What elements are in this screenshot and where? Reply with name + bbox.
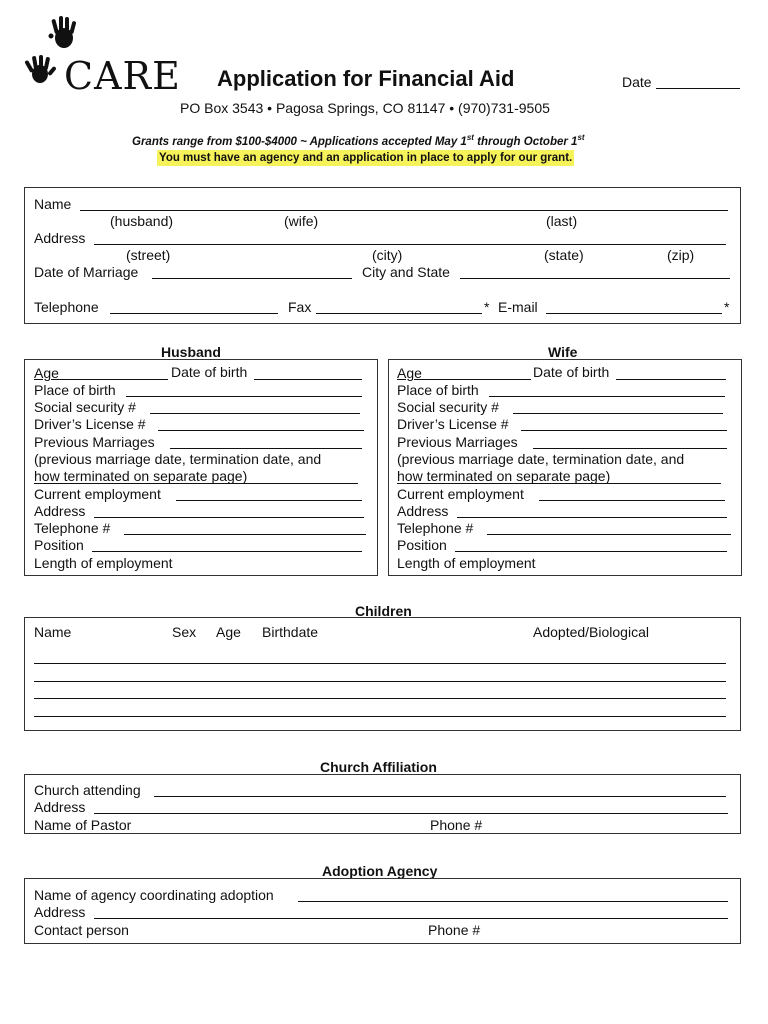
email-field[interactable]	[546, 301, 722, 314]
wife-note-1: (previous marriage date, termination date, and	[397, 451, 685, 467]
husband-prev-field[interactable]	[170, 436, 362, 449]
wife-address-field[interactable]	[457, 505, 727, 518]
children-row-line[interactable]	[34, 716, 726, 717]
wife-license-label: Driver’s License #	[397, 416, 509, 432]
form-title: Application for Financial Aid	[217, 66, 515, 91]
husband-address-label: Address	[34, 503, 86, 519]
wife-note-2: how terminated on separate page)	[397, 468, 611, 484]
children-col-adopted: Adopted/Biological	[533, 624, 649, 640]
husband-ssn-field[interactable]	[150, 401, 360, 414]
email-asterisk: *	[724, 299, 730, 315]
street-caption: (street)	[126, 247, 171, 263]
wife-dob-label: Date of birth	[533, 364, 610, 380]
city-caption: (city)	[372, 247, 403, 263]
church-phone-label: Phone #	[430, 817, 483, 833]
husband-license-field[interactable]	[158, 418, 364, 431]
date-field[interactable]	[656, 76, 740, 89]
wife-employment-field[interactable]	[539, 488, 725, 501]
wife-pob-field[interactable]	[489, 384, 725, 397]
husband-prev-label: Previous Marriages	[34, 434, 155, 450]
wife-address-label: Address	[397, 503, 449, 519]
wife-prev-label: Previous Marriages	[397, 434, 518, 450]
husband-dob-label: Date of birth	[171, 364, 248, 380]
agency-name-field[interactable]	[298, 889, 728, 902]
agency-heading: Adoption Agency	[322, 863, 438, 879]
grants-text-b: through October 1	[473, 136, 578, 148]
telephone-label: Telephone	[34, 299, 99, 315]
address-label: Address	[34, 230, 86, 246]
church-heading: Church Affiliation	[320, 759, 437, 775]
husband-address-field[interactable]	[94, 505, 364, 518]
church-address-field[interactable]	[94, 801, 728, 814]
wife-length-label: Length of employment	[397, 555, 536, 571]
husband-note-field[interactable]	[34, 471, 358, 484]
wife-prev-field[interactable]	[533, 436, 727, 449]
grants-line	[132, 134, 585, 150]
husband-pob-field[interactable]	[126, 384, 362, 397]
husband-ssn-label: Social security #	[34, 399, 136, 415]
agency-address-label: Address	[34, 904, 86, 920]
wife-age-field[interactable]	[421, 367, 531, 380]
church-attending-label: Church attending	[34, 782, 141, 798]
children-row-line[interactable]	[34, 681, 726, 682]
name-field[interactable]	[80, 198, 728, 211]
wife-note-field[interactable]	[397, 471, 721, 484]
husband-position-label: Position	[34, 537, 84, 553]
husband-position-field[interactable]	[92, 539, 362, 552]
husband-length-label: Length of employment	[34, 555, 173, 571]
husband-telephone-label: Telephone #	[34, 520, 111, 536]
date-label: Date	[622, 74, 652, 90]
logo	[22, 14, 182, 104]
wife-caption: (wife)	[284, 213, 319, 229]
fax-label: Fax	[288, 299, 312, 315]
state-caption: (state)	[544, 247, 584, 263]
husband-caption: (husband)	[110, 213, 174, 229]
wife-heading: Wife	[548, 344, 578, 360]
wife-pob-label: Place of birth	[397, 382, 479, 398]
children-row-line[interactable]	[34, 663, 726, 664]
church-address-label: Address	[34, 799, 86, 815]
husband-heading: Husband	[161, 344, 221, 360]
city-state-label: City and State	[362, 264, 450, 280]
pastor-label: Name of Pastor	[34, 817, 132, 833]
children-heading: Children	[355, 603, 412, 619]
wife-age-label: Age	[397, 365, 422, 381]
grants-text-a: Grants range from $100-$4000 ~ Applications accepted May 1	[132, 136, 467, 148]
wife-dob-field[interactable]	[616, 367, 726, 380]
agency-phone-label: Phone #	[428, 922, 481, 938]
church-attending-field[interactable]	[154, 784, 726, 797]
name-label: Name	[34, 196, 72, 212]
agency-address-field[interactable]	[94, 906, 728, 919]
zip-caption: (zip)	[667, 247, 695, 263]
hand-print-icon	[46, 14, 80, 50]
husband-age-field[interactable]	[58, 367, 168, 380]
children-col-birthdate: Birthdate	[262, 624, 319, 640]
marriage-field[interactable]	[152, 266, 352, 279]
wife-employment-label: Current employment	[397, 486, 524, 502]
husband-note-1: (previous marriage date, termination date, and	[34, 451, 322, 467]
org-address: PO Box 3543 • Pagosa Springs, CO 81147 • (970)731-9505	[180, 100, 550, 116]
fax-field[interactable]	[316, 301, 482, 314]
husband-age-label: Age	[34, 365, 59, 381]
wife-position-label: Position	[397, 537, 447, 553]
address-field[interactable]	[94, 232, 726, 245]
wife-ssn-label: Social security #	[397, 399, 499, 415]
grants-sup-2: st	[577, 133, 585, 143]
agency-name-label: Name of agency coordinating adoption	[34, 887, 274, 903]
husband-note-2: how terminated on separate page)	[34, 468, 248, 484]
agency-notice: You must have an agency and an application in place to apply for our grant.	[159, 152, 573, 164]
wife-ssn-field[interactable]	[513, 401, 723, 414]
husband-telephone-field[interactable]	[124, 522, 366, 535]
telephone-field[interactable]	[110, 301, 278, 314]
husband-dob-field[interactable]	[254, 367, 362, 380]
grants-sup-1: st	[466, 133, 474, 143]
last-caption: (last)	[546, 213, 578, 229]
wife-telephone-label: Telephone #	[397, 520, 474, 536]
contact-person-label: Contact person	[34, 922, 129, 938]
email-label: E-mail	[498, 299, 538, 315]
children-col-name: Name	[34, 624, 72, 640]
wife-telephone-field[interactable]	[487, 522, 731, 535]
marriage-label: Date of Marriage	[34, 264, 139, 280]
husband-employment-field[interactable]	[176, 488, 362, 501]
logo-text: CARE	[64, 54, 181, 98]
wife-position-field[interactable]	[455, 539, 727, 552]
wife-license-field[interactable]	[521, 418, 727, 431]
fax-asterisk: *	[484, 299, 490, 315]
children-col-age: Age	[216, 624, 241, 640]
husband-license-label: Driver’s License #	[34, 416, 146, 432]
hand-print-icon	[22, 52, 58, 88]
children-col-sex: Sex	[172, 624, 197, 640]
husband-pob-label: Place of birth	[34, 382, 116, 398]
husband-employment-label: Current employment	[34, 486, 161, 502]
children-row-line[interactable]	[34, 698, 726, 699]
city-state-field[interactable]	[460, 266, 730, 279]
